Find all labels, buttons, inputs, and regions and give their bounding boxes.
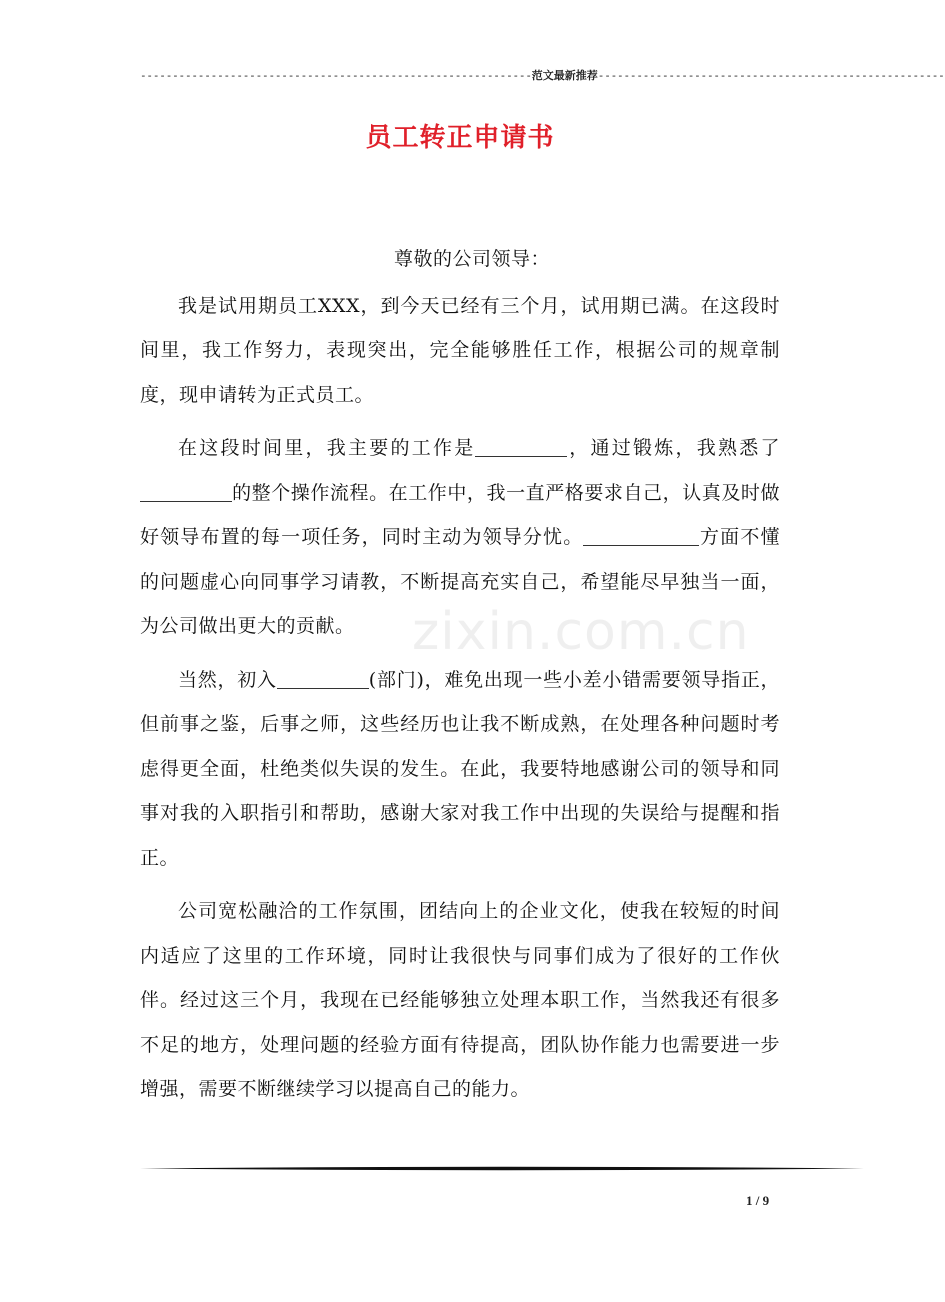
fill-blank: [475, 436, 567, 457]
header-dashes-left: -------------------------------------------------------------: [140, 69, 532, 82]
header-banner: [140, 68, 945, 84]
paragraph-3: [140, 658, 780, 881]
document-body: [140, 237, 780, 1121]
paragraph-3-part-a: 当然，初入: [178, 668, 277, 691]
paragraph-2-part-d: 方面不懂的问题虚心向同事学习请教，不断提高充实自己，希望能尽早独当一面，为公司做出更大的贡献。: [140, 526, 780, 637]
paragraph-2-part-c: 的整个操作流程。在工作中，我一直严格要求自己，认真及时做好领导布置的每一项任务，同时主动为领导分忧。: [140, 481, 780, 548]
fill-blank: [140, 481, 232, 502]
paragraph-2-part-b: ，通过锻炼，我熟悉了: [567, 437, 780, 459]
paragraph-3-part-b: (部门)，难免出现一些小差小错需要领导指正，但前事之鉴，后事之师，这些经历也让我不断成熟，在处理各种问题时考虑得更全面，杜绝类似失误的发生。在此，我要特地感谢公司的领导和同事对我的入职指引和帮助，感谢大家对我工作中出现的失误给与提醒和指正。: [140, 668, 780, 869]
watermark: zixin.com.cn: [412, 602, 750, 662]
page-number: 1 / 9: [746, 1193, 770, 1208]
header-label: 范文最新推荐: [531, 69, 598, 82]
paragraph-1: 我是试用期员工XXX，到今天已经有三个月，试用期已满。在这段时间里，我工作努力，表现突出，完全能够胜任工作，根据公司的规章制度，现申请转为正式员工。: [140, 294, 780, 406]
paragraph-2-part-a: 在这段时间里，我主要的工作是: [178, 437, 476, 459]
document-title: 员工转正申请书: [365, 123, 555, 153]
fill-blank: [583, 525, 699, 546]
paragraph-4: 公司宽松融洽的工作氛围，团结向上的企业文化，使我在较短的时间内适应了这里的工作环境，同时让我很快与同事们成为了很好的工作伙伴。经过这三个月，我现在已经能够独立处理本职工作，当然我还有很多不足的地方，处理问题的经验方面有待提高，团队协作能力也需要进一步增强，需要不断继续学习以提高自己的能力。: [140, 900, 780, 1100]
footer-divider: [140, 1166, 864, 1171]
paragraph-2: [140, 426, 780, 649]
fill-blank: [277, 668, 369, 689]
header-dashes-right: ------------------------------------------------------: [597, 69, 945, 82]
salutation: 尊敬的公司领导：: [393, 248, 550, 270]
